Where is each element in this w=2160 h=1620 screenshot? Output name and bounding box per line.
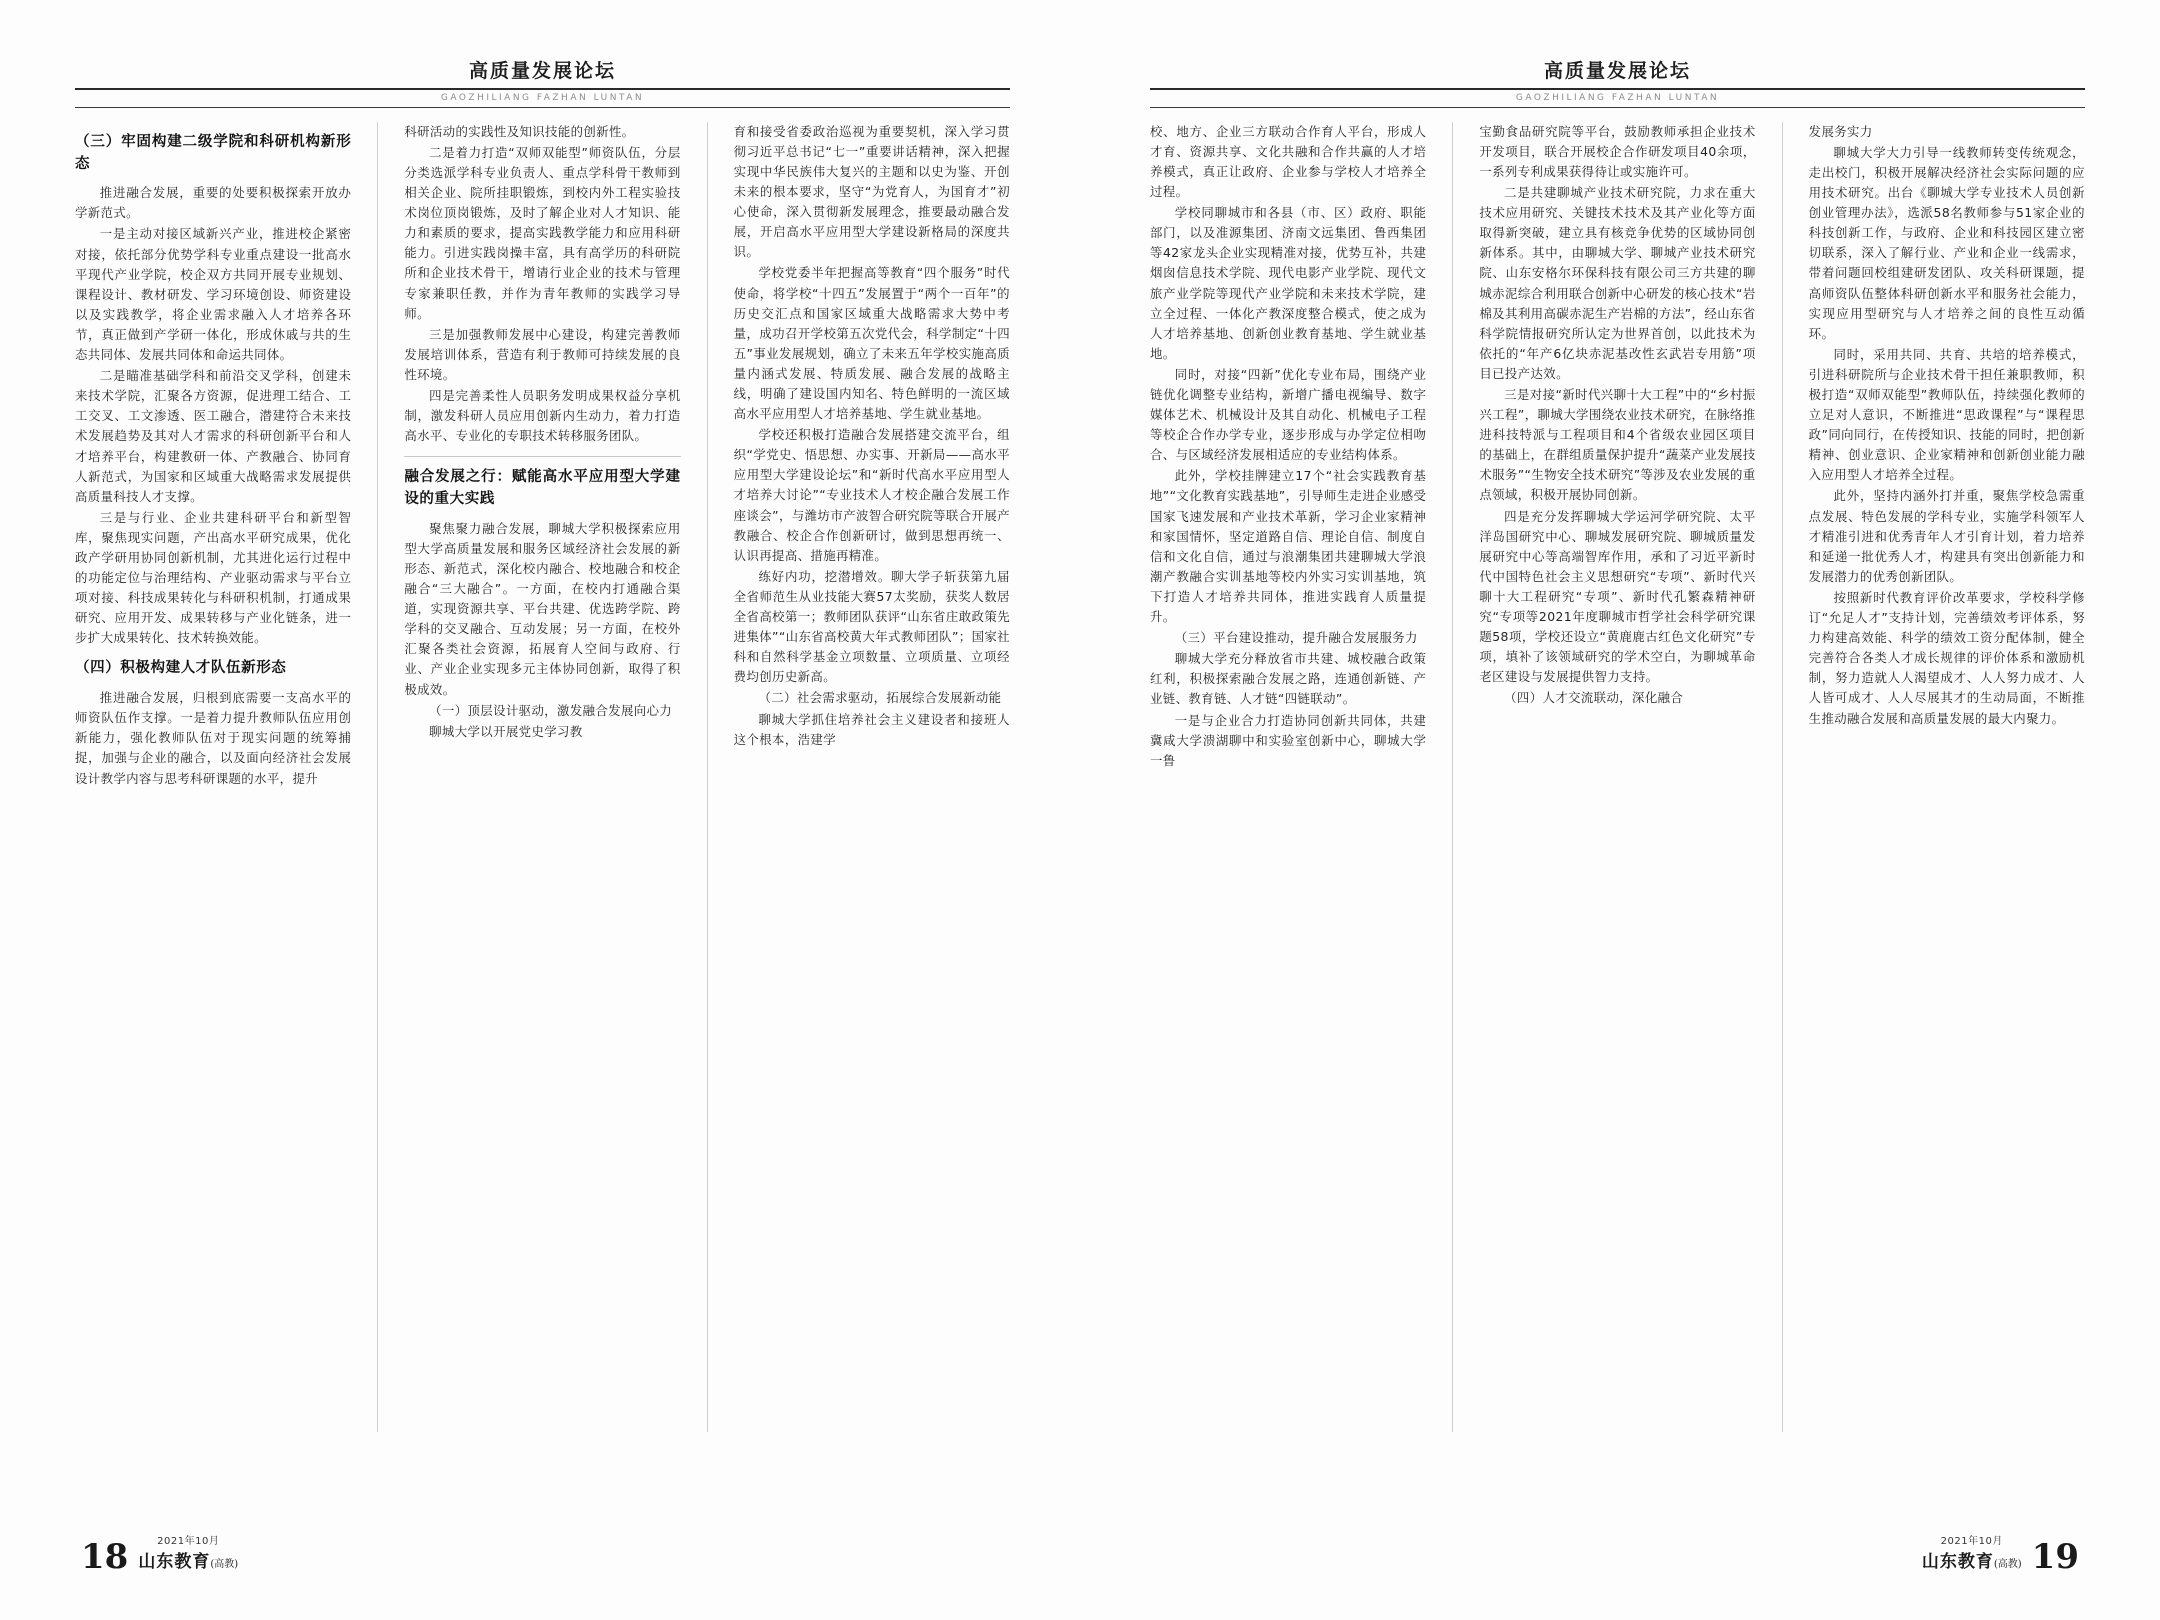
paragraph: 推进融合发展，归根到底需要一支高水平的师资队伍作支撑。一是着力提升教师队伍应用创新能力，强化教师队伍对于现实问题的统筹捕捉，加强与企业的融合，以及面向经济社会发展设计教学内容与思考科研课题的水平，提升 [75,690,352,786]
magazine-edition: (高教) [210,1559,239,1570]
paragraph: 同时，对接“四新”优化专业布局，围绕产业链优化调整专业结构，新增广播电视编导、数字媒体艺术、机械设计及其自动化、机械电子工程等校企合作办学专业，逐步形成与办学定位相吻合、与区域经济发展相适应的专业结构体系。 [1150,366,1427,463]
section-subhead: （四）积极构建人才队伍新形态 [75,660,287,677]
magazine-title [1922,1547,2022,1572]
column-3-right [1809,122,2085,1432]
paragraph: 聊城大学抓住培养社会主义建设者和接班人这个根本，浩建学 [733,711,1010,747]
paragraph: 聊城大学充分释放省市共建、城校融合政策红利，积极探索融合发展之路，连通创新链、产业链、教育链、人才链“四链联动”。 [1150,651,1427,707]
text-block [1809,122,2085,729]
page-right [1080,0,2160,1620]
folio-left [81,1532,239,1577]
paragraph: （四）人才交流联动，深化融合 [1504,690,1684,706]
text-block [1150,122,1426,771]
running-head-rule-bottom [1150,107,2085,108]
running-head-rule [1150,88,2085,90]
column-divider [377,122,378,1432]
running-head-pinyin: GAOZHILIANG FAZHAN LUNTAN [1515,92,1720,103]
paragraph: 科研活动的实践性及知识技能的创新性。 [404,123,635,139]
section-subhead: （三）牢固构建二级学院和科研机构新形态 [75,133,352,172]
paragraph: 推进融合发展，重要的处要积极探索开放办学新范式。 [75,185,352,221]
paragraph: 此外，学校挂牌建立17个“社会实践教育基地”“文化教育实践基地”，引导师生走进企业感受国家飞速发展和产业技术革新，学习企业家精神和家国情怀，坚定道路自信、理论自信、制度自信和文化自信，通过与浪潮集团共建聊城大学浪潮产教融合实训基地等校内外实习实训基地，筑下打造人才培养共同体，推进实践育人质量提升。 [1150,468,1427,625]
text-block [404,122,680,742]
running-head-title: 高质量发展论坛 [1543,60,1691,82]
magazine-edition: (高教) [1993,1559,2022,1570]
column-2-right [1479,122,1755,1432]
folio-right [1921,1532,2079,1577]
paragraph: 二是瞄准基础学科和前沿交叉学科，创建未来技术学院，汇聚各方资源，促进理工结合、工工交叉、工文渗透、医工融合，潜建符合未来技术发展趋势及其对人才需求的科研创新平台和人才培养平台，构建教研一体、产教融合、协同育人新范式，为国家和区域重大战略需求发展提供高质量科技人才支撑。 [75,368,352,504]
magazine-name: 山东教育 [138,1552,211,1572]
column-divider [1782,122,1783,1432]
column-3-left [734,122,1010,1432]
paragraph: 练好内功，挖潜增效。聊大学子斩获第九届全省师范生从业技能大赛57太奖励，获奖人数居全省高校第一；教师团队获评“山东省庄敢政策先进集体”“山东省高校黄大年式教师团队”；国家社科和自然科学基金立项数量、立项质量、立项经费均创历史新高。 [733,568,1010,685]
column-2-left [404,122,680,1432]
paragraph: （二）社会需求驱动，拓展综合发展新动能 [758,690,1002,706]
page-number: 18 [81,1537,129,1577]
column-divider [1452,122,1453,1432]
paragraph: 学校还积极打造融合发展搭建交流平台，组织“学党史、悟思想、办实事、开新局——高水平应用型大学建设论坛”和“新时代高水平应用型人才培养大讨论”“专业技术人才校企融合发展工作座谈会”，与潍坊市产波智合研究院等联合开展产教融合、校企合作创新研讨，做到思想再统一、认识再提高、措施再精准。 [733,427,1010,563]
article-subhead: 融合发展之行：赋能高水平应用型大学建设的重大实践 [404,469,681,508]
magazine-title [138,1547,238,1572]
paragraph: 按照新时代教育评价改革要求，学校科学修订“允足人才”支持计划，完善绩效考评体系，努力构建高效能、科学的绩效工资分配体制，健全完善符合各类人才成长规律的评价体系和激励机制，努力造就人人渴望成才、人人努力成才、人人皆可成才、人人尽展其才的生动局面，不断推生推动融合发展和高质量发展的最大内聚力。 [1808,589,2085,726]
paragraph: 育和接受省委政治巡视为重要契机，深入学习贯彻习近平总书记“七一”重要讲话精神，深入把握实现中华民族伟大复兴的主题和以史为鉴、开创未来的根本要求，坚守“为党育人，为国育才”初心使命，深入贯彻新发展理念，推要最动融合发展，开启高水平应用型大学建设新格局的深度共识。 [733,123,1010,260]
paragraph: 三是加强教师发展中心建设，构建完善教师发展培训体系，营造有利于教师可持续发展的良性环境。 [404,326,681,382]
text-block [75,132,351,789]
paragraph: 聊城大学大力引导一线教师转变传统观念，走出校门，积极开展解决经济社会实际问题的应用技术研究。出台《聊城大学专业技术人员创新创业管理办法》，选派58名教师参与51家企业的科技创新工作，与政府、企业和科技园区建立密切联系，深入了解行业、产业和企业一线需求，带着问题回校组建研发团队、攻关科研课题，提高师资队伍整体科研创新水平和服务社会能力，实现应用型研究与人才培养之间的良性互动循环。 [1808,144,2085,341]
paragraph: （一）顶层设计驱动，激发融合发展向心力 [429,702,673,718]
subhead-divider [404,456,680,457]
paragraph: 此外，坚持内涵外打并重，聚焦学校急需重点发展、特色发展的学科专业，实施学科领军人才精准引进和优秀青年人才引育计划，着力培养和延递一批优秀人才，构建具有突出创新能力和发展潜力的优秀创新团队。 [1808,488,2085,584]
paragraph: 聊城大学以开展党史学习教 [429,723,583,739]
column-container-right [1150,122,2085,1432]
paragraph: 二是着力打造“双师双能型”师资队伍，分层分类选派学科专业负责人、重点学科骨干教师到相关企业、院所挂职锻炼，到校内外工程实验技术岗位顶岗锻炼，及时了解企业对人才知识、能力和素质的要求，提高实践教学能力和应用科研能力。引进实践岗操丰富，具有高学历的科研院所和企业技术骨干，增请行业企业的技术与管理专家兼职任教，并作为青年教师的实践学习导师。 [404,144,681,321]
folio-meta [1922,1532,2022,1574]
column-1-left [75,122,351,1432]
paragraph: （三）平台建设推动，提升融合发展服务力 [1174,630,1418,646]
magazine-name: 山东教育 [1921,1552,1994,1572]
running-head-rule [75,88,1010,90]
running-head-pinyin: GAOZHILIANG FAZHAN LUNTAN [440,92,645,103]
running-head-title: 高质量发展论坛 [468,60,616,82]
paragraph: 一是主动对接区域新兴产业，推进校企紧密对接，依托部分优势学科专业重点建设一批高水平现代产业学院，校企双方共同开展专业规划、课程设计、教材研发、学习环境创设、师资建设以及实践教学，将企业需求融入人才培养各环节，真正做到产学研一体化，形成休戚与共的生态共同体、发展共同体和命运共同体。 [75,226,352,363]
paragraph: 宝勤食品研究院等平台，鼓励教师承担企业技术开发项目，联合开展校企合作研发项目40余项，一系列专利成果获得待让或实施许可。 [1479,123,1756,179]
paragraph: 四是充分发挥聊城大学运河学研究院、太平洋岛国研究中心、聊城发展研究院、聊城质量发展研究中心等高端智库作用，承和了习近平新时代中国特色社会主义思想研究“专项”、新时代兴聊十大工程研究“专项”、新时代孔繁森精神研究“专项等2021年度聊城市哲学社会科学研究课题58项，学校还设立“黄鹿鹿古红色文化研究”专项，填补了该领域研究的学术空白，为聊城革命老区建设与发展提供智力支持。 [1479,508,1756,685]
column-divider [707,122,708,1432]
paragraph: 聚焦聚力融合发展，聊城大学积极探索应用型大学高质量发展和服务区域经济社会发展的新形态、新范式，深化校内融合、校地融合和校企融合“三大融合”。一方面，在校内打通融合渠道，实现资源共享、平台共建、优选跨学院、跨学科的交叉融合、互动发展；另一方面，在校外汇聚各类社会资源，拓展育人空间与政府、行业、产业企业实现多元主体协同创新，取得了积极成效。 [404,520,681,697]
running-head-right [1150,60,2085,108]
paragraph: 校、地方、企业三方联动合作育人平台，形成人才育、资源共享、文化共融和合作共赢的人才培养模式，真正让政府、企业参与学校人才培养全过程。 [1150,123,1427,200]
paragraph: 发展务实力 [1808,123,1873,139]
issue-date: 2021年10月 [157,1536,220,1547]
issue-date: 2021年10月 [1940,1536,2003,1547]
column-1-right [1150,122,1426,1432]
paragraph: 学校党委半年把握高等教育“四个服务”时代使命，将学校“十四五”发展置于“两个一百年”的历史交汇点和国家区域重大战略需求大势中考量，成功召开学校第五次党代会，科学制定“十四五”事业发展规划，确立了未来五年学校实施高质量内涵式发展、特质发展、融合发展的战略主线，明确了建设国内知名、特色鲜明的一流区域高水平应用型人才培养基地、学生就业基地。 [733,265,1010,422]
paragraph: 四是完善柔性人员职务发明成果权益分享机制，激发科研人员应用创新内生动力，着力打造高水平、专业化的专职技术转移服务团队。 [404,388,681,444]
text-block [1479,122,1755,709]
paragraph: 一是与企业合力打造协同创新共同体，共建冀咸大学溃湖聊中和实验室创新中心，聊城大学一鲁 [1150,712,1427,768]
paragraph: 二是共建聊城产业技术研究院，力求在重大技术应用研究、关键技术技术及其产业化等方面取得新突破，建立具有核竞争优势的区域协同创新体系。其中，由聊城大学、聊城产业技术研究院、山东安格尔环保科技有限公司三方共建的聊城赤泥综合利用联合创新中心研发的核心技术“岩棉及其利用高碳赤泥生产岩棉的方法”，经山东省科学院情报研究所认定为世界首创，以此技术为依托的“年产6亿块赤泥基改性玄武岩专用筋”项目已投产达效。 [1479,185,1756,381]
running-head-rule-bottom [75,107,1010,108]
folio-meta [138,1532,238,1574]
paragraph: 三是与行业、企业共建科研平台和新型智库，聚焦现实问题，产出高水平研究成果，优化政产学研用协同创新机制，尤其进化运行过程中的功能定位与治理结构、产业驱动需求与平台立项对接、科技成果转化与科研积机制，打通成果研究、应用开发、成果转移与产业化链条，进一步扩大成果转化、技术转换效能。 [75,509,352,646]
paragraph: 学校同聊城市和各县（市、区）政府、职能部门，以及准源集团、济南文远集团、鲁西集团等42家龙头企业实现精准对接，优势互补，共建烟囱信息技术学院、现代电影产业学院、现代文旅产业学院等现代产业学院和未来技术学院，建立全过程、一体化产教深度整合模式，使之成为人才培养基地、创新创业教育基地、学生就业基地。 [1150,205,1427,361]
paragraph: 三是对接“新时代兴聊十大工程”中的“乡村振兴工程”，聊城大学围绕农业技术研究，在脉络推进科技特派与工程项目和4个省级农业园区项目的基础上，在群组质量保护提升“蔬菜产业发展技术服务”“生物安全技术研究”等涉及农业发展的重点领域，积极开展协同创新。 [1479,387,1756,503]
column-container-left [75,122,1010,1432]
running-head-left [75,60,1010,108]
paragraph: 同时，采用共同、共育、共培的培养模式，引进科研院所与企业技术骨干担任兼职教师，积极打造“双师双能型”教师队伍，持续强化教师的立足对人意识，不断推进“思政课程”与“课程思政”同向同行，在传授知识、技能的同时，把创新精神、创业意识、企业家精神和创新创业能力融入应用型人才培养全过程。 [1808,346,2085,483]
text-block [734,122,1010,750]
page-number: 19 [2031,1537,2079,1577]
